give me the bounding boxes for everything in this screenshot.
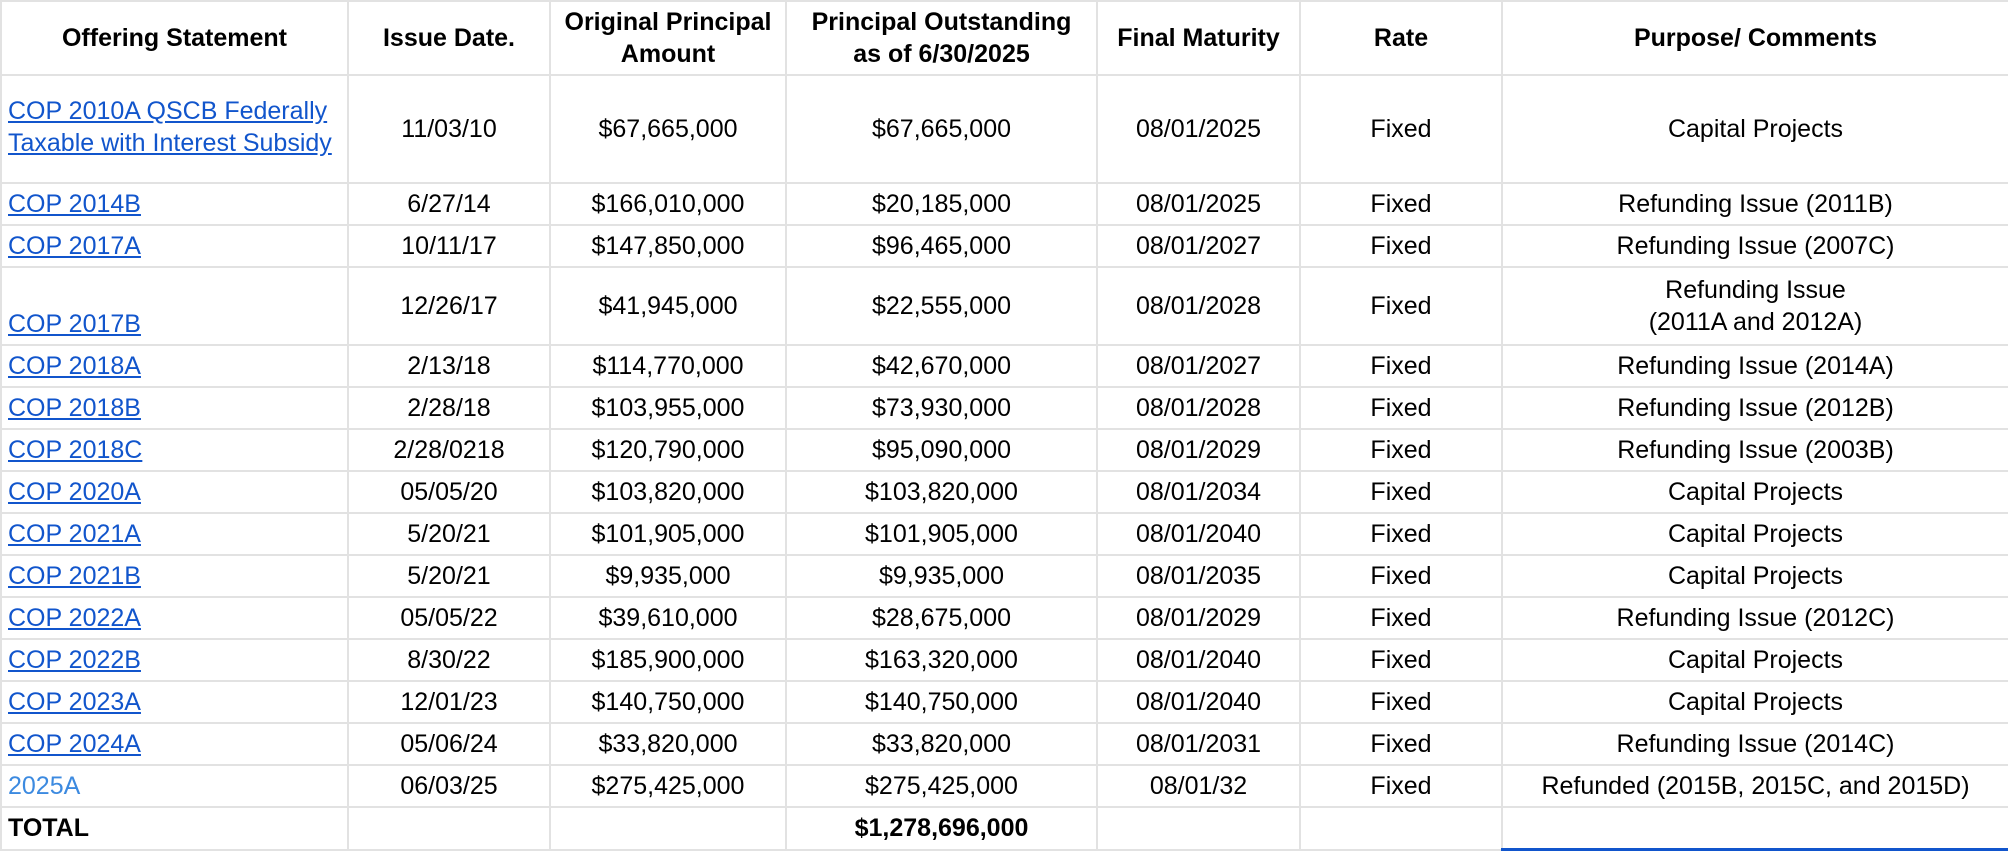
purpose-cell: Refunding Issue (2007C)	[1502, 225, 2008, 267]
header-principal-outstanding	[786, 1, 1097, 75]
original-principal-cell: $166,010,000	[550, 183, 786, 225]
outstanding-cell: $275,425,000	[786, 765, 1097, 807]
total-label: TOTAL	[1, 807, 348, 850]
original-principal-cell: $185,900,000	[550, 639, 786, 681]
total-row	[1, 807, 2008, 850]
issue-date-cell: 05/06/24	[348, 723, 550, 765]
maturity-cell: 08/01/2027	[1097, 225, 1300, 267]
total-empty-cell	[1502, 807, 2008, 850]
offering-link[interactable]: COP 2014B	[8, 190, 141, 218]
purpose-cell: Capital Projects	[1502, 513, 2008, 555]
outstanding-cell: $20,185,000	[786, 183, 1097, 225]
offering-link[interactable]: COP 2020A	[8, 478, 141, 506]
offering-cell	[1, 75, 348, 183]
offering-cell	[1, 429, 348, 471]
issue-date-cell: 8/30/22	[348, 639, 550, 681]
offering-cell	[1, 639, 348, 681]
header-original-line1: Original Principal	[564, 8, 772, 36]
issue-date-cell: 06/03/25	[348, 765, 550, 807]
rate-cell: Fixed	[1300, 555, 1502, 597]
purpose-cell: Refunding Issue (2014A)	[1502, 345, 2008, 387]
maturity-cell: 08/01/2025	[1097, 183, 1300, 225]
issue-date-cell: 5/20/21	[348, 555, 550, 597]
outstanding-cell: $96,465,000	[786, 225, 1097, 267]
purpose-cell: Capital Projects	[1502, 75, 2008, 183]
original-principal-cell: $33,820,000	[550, 723, 786, 765]
offering-cell	[1, 597, 348, 639]
original-principal-cell: $120,790,000	[550, 429, 786, 471]
maturity-cell: 08/01/32	[1097, 765, 1300, 807]
table-row	[1, 765, 2008, 807]
offering-cell	[1, 225, 348, 267]
outstanding-cell: $140,750,000	[786, 681, 1097, 723]
header-original-principal	[550, 1, 786, 75]
original-principal-cell: $39,610,000	[550, 597, 786, 639]
maturity-cell: 08/01/2025	[1097, 75, 1300, 183]
maturity-cell: 08/01/2027	[1097, 345, 1300, 387]
header-original-line2: Amount	[620, 40, 716, 68]
issue-date-cell: 5/20/21	[348, 513, 550, 555]
table-row	[1, 225, 2008, 267]
maturity-cell: 08/01/2029	[1097, 597, 1300, 639]
offering-link[interactable]: COP 2017B	[8, 310, 141, 338]
rate-cell: Fixed	[1300, 387, 1502, 429]
original-principal-cell: $103,955,000	[550, 387, 786, 429]
purpose-cell: Capital Projects	[1502, 639, 2008, 681]
header-outstanding-line2: as of 6/30/2025	[853, 40, 1030, 68]
outstanding-cell: $103,820,000	[786, 471, 1097, 513]
offering-link[interactable]: COP 2021B	[8, 562, 141, 590]
total-empty-cell	[1097, 807, 1300, 850]
rate-cell: Fixed	[1300, 597, 1502, 639]
maturity-cell: 08/01/2034	[1097, 471, 1300, 513]
offering-cell	[1, 267, 348, 345]
issue-date-cell: 05/05/20	[348, 471, 550, 513]
offering-cell	[1, 183, 348, 225]
offering-cell	[1, 765, 348, 807]
offering-cell	[1, 555, 348, 597]
issue-date-cell: 6/27/14	[348, 183, 550, 225]
issue-date-cell: 10/11/17	[348, 225, 550, 267]
table-row	[1, 267, 2008, 345]
offering-link[interactable]: COP 2018A	[8, 352, 141, 380]
outstanding-cell: $28,675,000	[786, 597, 1097, 639]
purpose-cell: Refunding Issue (2014C)	[1502, 723, 2008, 765]
original-principal-cell: $101,905,000	[550, 513, 786, 555]
offering-cell	[1, 681, 348, 723]
table-row	[1, 513, 2008, 555]
original-principal-cell: $114,770,000	[550, 345, 786, 387]
offering-link[interactable]: COP 2022B	[8, 646, 141, 674]
total-empty-cell	[348, 807, 550, 850]
offering-cell	[1, 723, 348, 765]
table-row	[1, 471, 2008, 513]
offering-cell	[1, 345, 348, 387]
table-row	[1, 345, 2008, 387]
maturity-cell: 08/01/2040	[1097, 639, 1300, 681]
rate-cell: Fixed	[1300, 75, 1502, 183]
header-outstanding-line1: Principal Outstanding	[811, 8, 1072, 36]
table-row	[1, 555, 2008, 597]
outstanding-cell: $73,930,000	[786, 387, 1097, 429]
issue-date-cell: 11/03/10	[348, 75, 550, 183]
rate-cell: Fixed	[1300, 345, 1502, 387]
purpose-cell	[1502, 267, 2008, 345]
outstanding-cell: $33,820,000	[786, 723, 1097, 765]
offering-link[interactable]: COP 2017A	[8, 232, 141, 260]
offering-link[interactable]: COP 2022A	[8, 604, 141, 632]
purpose-cell: Refunding Issue (2012B)	[1502, 387, 2008, 429]
outstanding-cell: $9,935,000	[786, 555, 1097, 597]
outstanding-cell: $95,090,000	[786, 429, 1097, 471]
purpose-cell: Refunded (2015B, 2015C, and 2015D)	[1502, 765, 2008, 807]
original-principal-cell: $41,945,000	[550, 267, 786, 345]
maturity-cell: 08/01/2028	[1097, 387, 1300, 429]
outstanding-cell: $101,905,000	[786, 513, 1097, 555]
rate-cell: Fixed	[1300, 681, 1502, 723]
total-empty-cell	[550, 807, 786, 850]
total-outstanding: $1,278,696,000	[786, 807, 1097, 850]
outstanding-cell: $163,320,000	[786, 639, 1097, 681]
offering-link[interactable]: COP 2021A	[8, 520, 141, 548]
issue-date-cell: 2/13/18	[348, 345, 550, 387]
header-final-maturity: Final Maturity	[1097, 1, 1300, 75]
offering-cell	[1, 471, 348, 513]
purpose-cell: Capital Projects	[1502, 471, 2008, 513]
outstanding-cell: $42,670,000	[786, 345, 1097, 387]
issue-date-cell: 12/01/23	[348, 681, 550, 723]
maturity-cell: 08/01/2029	[1097, 429, 1300, 471]
purpose-cell: Refunding Issue (2012C)	[1502, 597, 2008, 639]
header-purpose: Purpose/ Comments	[1502, 1, 2008, 75]
rate-cell: Fixed	[1300, 723, 1502, 765]
original-principal-cell: $275,425,000	[550, 765, 786, 807]
original-principal-cell: $140,750,000	[550, 681, 786, 723]
original-principal-cell: $103,820,000	[550, 471, 786, 513]
maturity-cell: 08/01/2035	[1097, 555, 1300, 597]
issue-date-cell: 2/28/18	[348, 387, 550, 429]
header-rate: Rate	[1300, 1, 1502, 75]
header-row	[1, 1, 2008, 75]
offering-link[interactable]: COP 2018B	[8, 394, 141, 422]
purpose-cell: Refunding Issue (2003B)	[1502, 429, 2008, 471]
table-row	[1, 681, 2008, 723]
header-offering: Offering Statement	[1, 1, 348, 75]
issue-date-cell: 2/28/0218	[348, 429, 550, 471]
issue-date-cell: 12/26/17	[348, 267, 550, 345]
rate-cell: Fixed	[1300, 267, 1502, 345]
purpose-cell: Capital Projects	[1502, 555, 2008, 597]
maturity-cell: 08/01/2040	[1097, 513, 1300, 555]
table-row	[1, 183, 2008, 225]
purpose-cell: Refunding Issue (2011B)	[1502, 183, 2008, 225]
offering-link[interactable]: 2025A	[8, 772, 81, 800]
purpose-cell: Capital Projects	[1502, 681, 2008, 723]
original-principal-cell: $67,665,000	[550, 75, 786, 183]
offering-cell	[1, 513, 348, 555]
table-row	[1, 639, 2008, 681]
original-principal-cell: $9,935,000	[550, 555, 786, 597]
offering-cell	[1, 387, 348, 429]
rate-cell: Fixed	[1300, 765, 1502, 807]
table-row	[1, 429, 2008, 471]
outstanding-cell: $67,665,000	[786, 75, 1097, 183]
rate-cell: Fixed	[1300, 225, 1502, 267]
table-row	[1, 597, 2008, 639]
total-empty-cell	[1300, 807, 1502, 850]
offering-link[interactable]: COP 2024A	[8, 730, 141, 758]
table-row	[1, 387, 2008, 429]
outstanding-cell: $22,555,000	[786, 267, 1097, 345]
maturity-cell: 08/01/2031	[1097, 723, 1300, 765]
header-issue-date: Issue Date.	[348, 1, 550, 75]
issue-date-cell: 05/05/22	[348, 597, 550, 639]
rate-cell: Fixed	[1300, 429, 1502, 471]
original-principal-cell: $147,850,000	[550, 225, 786, 267]
rate-cell: Fixed	[1300, 513, 1502, 555]
maturity-cell: 08/01/2040	[1097, 681, 1300, 723]
offering-link[interactable]: COP 2023A	[8, 688, 141, 716]
rate-cell: Fixed	[1300, 639, 1502, 681]
table-row	[1, 723, 2008, 765]
purpose-line2: (2011A and 2012A)	[1648, 308, 1863, 336]
purpose-line1: Refunding Issue	[1665, 276, 1846, 304]
rate-cell: Fixed	[1300, 471, 1502, 513]
table-row	[1, 75, 2008, 183]
maturity-cell: 08/01/2028	[1097, 267, 1300, 345]
rate-cell: Fixed	[1300, 183, 1502, 225]
offering-link[interactable]: COP 2018C	[8, 436, 143, 464]
offering-link[interactable]: COP 2010A QSCB Federally Taxable with Interest Subsidy	[8, 97, 332, 157]
